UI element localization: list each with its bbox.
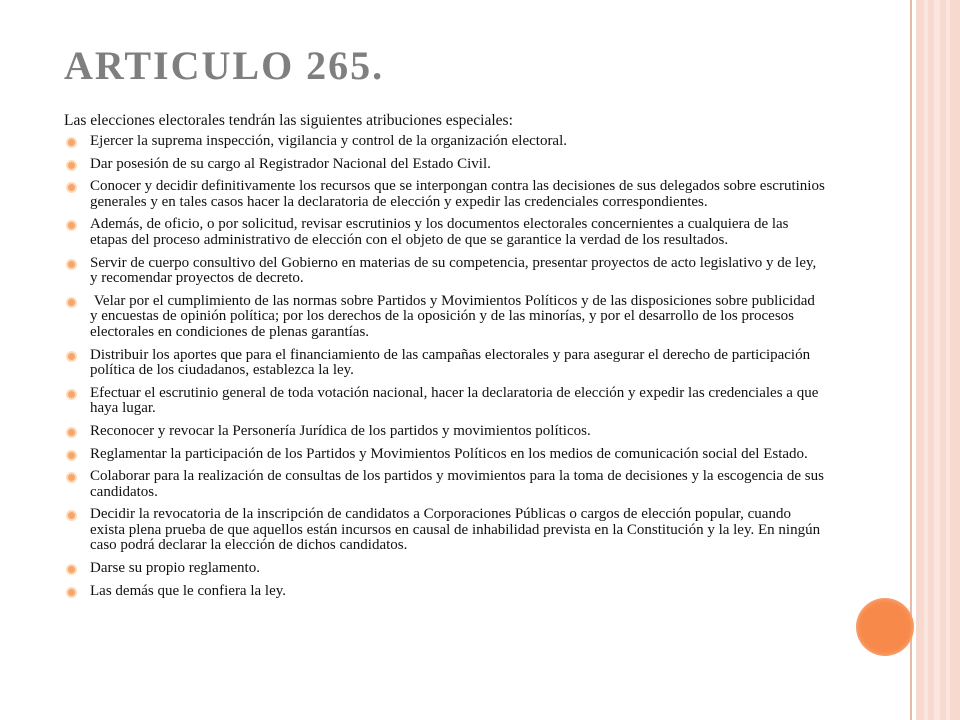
list-item: Además, de oficio, o por solicitud, revisar escrutinios y los documentos electorales concernientes a cualquiera de las etapas del proceso administrativo de elección con el objeto de que se garantice la verdad de los resultados. — [66, 217, 826, 248]
list-item: Servir de cuerpo consultivo del Gobierno en materias de su competencia, presentar proyectos de acto legislativo y de ley, y recomendar proyectos de decreto. — [66, 256, 826, 287]
bullet-icon — [66, 182, 77, 193]
list-item: Darse su propio reglamento. — [66, 561, 826, 577]
bullet-icon — [66, 450, 77, 461]
bullet-icon — [66, 160, 77, 171]
list-item: Ejercer la suprema inspección, vigilancia y control de la organización electoral. — [66, 134, 826, 150]
intro-text: Las elecciones electorales tendrán las siguientes atribuciones especiales: — [64, 112, 513, 129]
bullet-icon — [66, 472, 77, 483]
list-item: Las demás que le confiera la ley. — [66, 584, 826, 600]
list-item: Decidir la revocatoria de la inscripción de candidatos a Corporaciones Públicas o cargos de elección popular, cuando exista plena prueba de que aquellos están incursos en causal de inhabilidad prevista en la Constitución y la ley. En ningún caso podrá declarar la elección de dichos candidatos. — [66, 507, 826, 554]
attributions-list — [66, 134, 826, 606]
bullet-icon — [66, 564, 77, 575]
list-item: Efectuar el escrutinio general de toda votación nacional, hacer la declaratoria de elección y expedir las credenciales a que haya lugar. — [66, 386, 826, 417]
bullet-icon — [66, 297, 77, 308]
list-item: Reconocer y revocar la Personería Jurídica de los partidos y movimientos políticos. — [66, 424, 826, 440]
list-item: Colaborar para la realización de consultas de los partidos y movimientos para la toma de decisiones y la escogencia de sus candidatos. — [66, 469, 826, 500]
slide-title: ARTICULO 265. — [64, 43, 385, 88]
bullet-icon — [66, 389, 77, 400]
right-decorative-frame — [916, 0, 960, 720]
list-item: Conocer y decidir definitivamente los recursos que se interpongan contra las decisiones de sus delegados sobre escrutinios generales y en tales casos hacer la declaratoria de elección y expedir las credenciales correspondientes. — [66, 179, 826, 210]
list-item: Reglamentar la participación de los Partidos y Movimientos Políticos en los medios de comunicación social del Estado. — [66, 447, 826, 463]
bullet-icon — [66, 510, 77, 521]
bullet-icon — [66, 137, 77, 148]
list-item: Velar por el cumplimiento de las normas sobre Partidos y Movimientos Políticos y de las disposiciones sobre publicidad y encuestas de opinión política; por los derechos de la oposición y de las minorías, y por el desarrollo de los procesos electorales en condiciones de plenas garantías. — [66, 294, 826, 341]
bullet-icon — [66, 259, 77, 270]
list-item: Distribuir los aportes que para el financiamiento de las campañas electorales y para asegurar el derecho de participación política de los ciudadanos, establezca la ley. — [66, 348, 826, 379]
bullet-icon — [66, 220, 77, 231]
bullet-icon — [66, 427, 77, 438]
list-item: Dar posesión de su cargo al Registrador Nacional del Estado Civil. — [66, 157, 826, 173]
decorative-orange-circle — [856, 598, 914, 656]
bullet-icon — [66, 351, 77, 362]
bullet-icon — [66, 587, 77, 598]
